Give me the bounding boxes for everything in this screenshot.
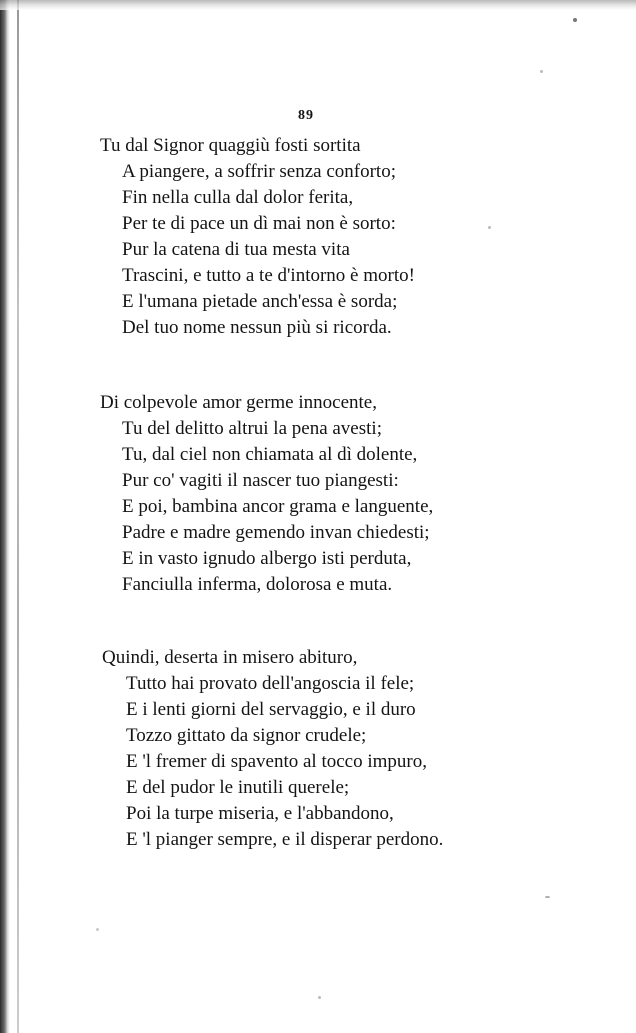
verse-line: Tu dal Signor quaggiù fosti sortita (100, 135, 361, 156)
verse-line: Tozzo gittato da signor crudele; (126, 725, 367, 746)
scan-speck (488, 226, 491, 229)
book-spine-shadow (0, 0, 10, 1033)
page-number: 89 (298, 108, 314, 123)
scan-speck (318, 996, 321, 999)
verse-line: E 'l fremer di spavento al tocco impuro, (126, 751, 427, 772)
page-top-edge (0, 0, 636, 10)
verse-line: E l'umana pietade anch'essa è sorda; (122, 291, 398, 312)
scan-speck (96, 928, 99, 931)
verse-line: Del tuo nome nessun più si ricorda. (122, 317, 392, 338)
verse-line: Pur la catena di tua mesta vita (122, 239, 350, 260)
scan-speck (573, 18, 577, 22)
scan-speck (540, 70, 543, 73)
verse-line: E poi, bambina ancor grama e languente, (122, 496, 434, 517)
verse-line: E i lenti giorni del servaggio, e il duro (126, 699, 416, 720)
verse-line: E in vasto ignudo albergo isti perduta, (122, 548, 412, 569)
verse-line: Quindi, deserta in misero abituro, (102, 647, 358, 668)
verse-line: Tu, dal ciel non chiamata al dì dolente, (122, 444, 418, 465)
verse-line: Di colpevole amor germe innocente, (100, 392, 377, 413)
verse-line: Fin nella culla dal dolor ferita, (122, 187, 354, 208)
verse-line: Tutto hai provato dell'angoscia il fele; (126, 673, 415, 694)
scan-speck (545, 896, 550, 898)
verse-line: Fanciulla inferma, dolorosa e muta. (122, 574, 393, 595)
verse-line: A piangere, a soffrir senza conforto; (122, 161, 396, 182)
verse-line: E 'l pianger sempre, e il disperar perdono. (126, 829, 444, 850)
verse-line: Padre e madre gemendo invan chiedesti; (122, 522, 430, 543)
verse-line: Pur co' vagiti il nascer tuo piangesti: (122, 470, 399, 491)
verse-line: Per te di pace un dì mai non è sorto: (122, 213, 396, 234)
page-gutter-line (17, 0, 19, 1033)
verse-line: Poi la turpe miseria, e l'abbandono, (126, 803, 394, 824)
verse-line: E del pudor le inutili querele; (126, 777, 350, 798)
verse-line: Tu del delitto altrui la pena avesti; (122, 418, 382, 439)
verse-line: Trascini, e tutto a te d'intorno è morto! (122, 265, 415, 286)
